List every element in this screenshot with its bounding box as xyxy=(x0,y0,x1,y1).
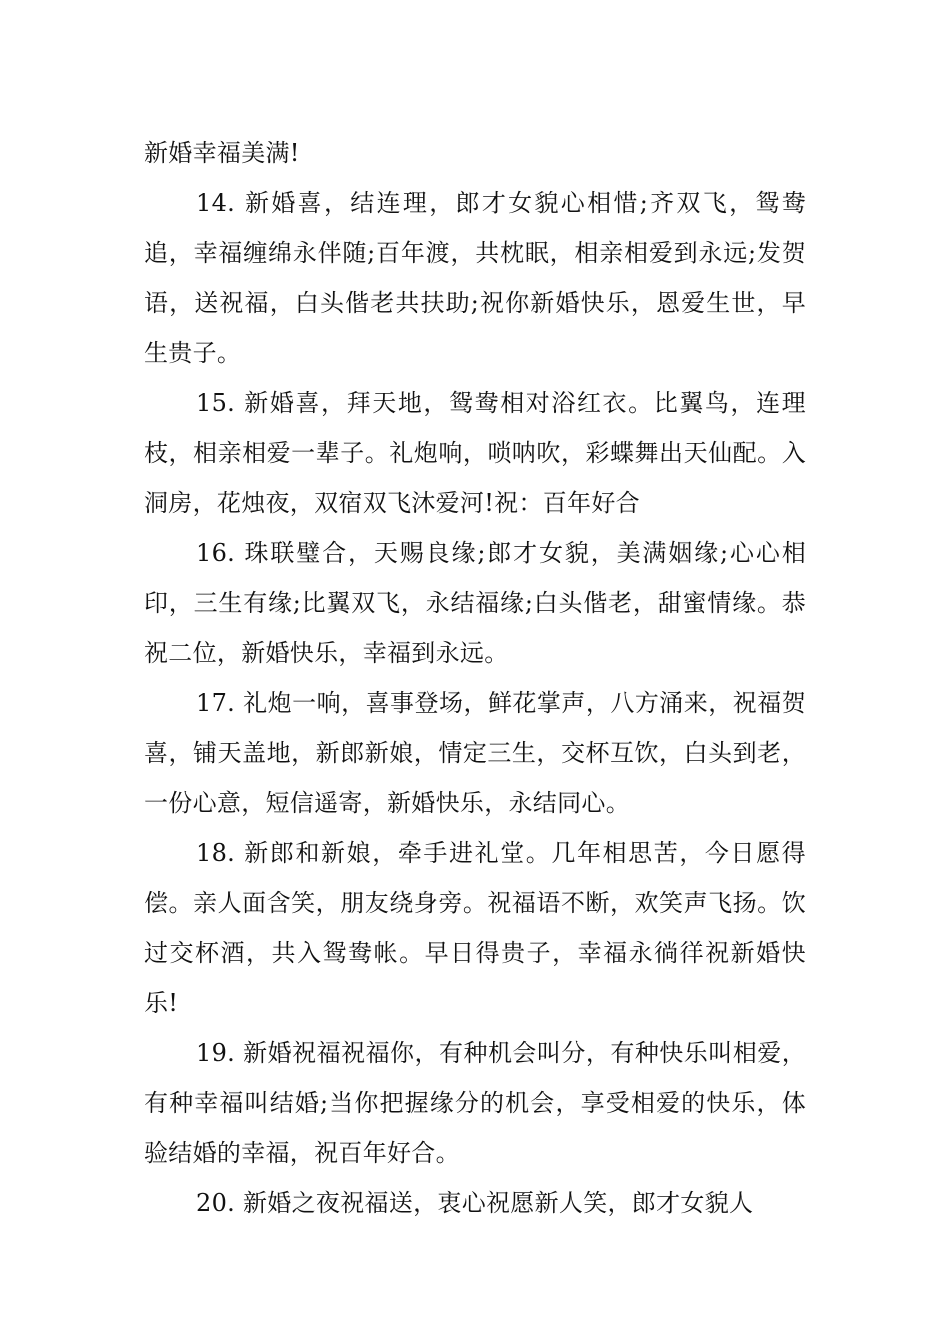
paragraph-19: 19. 新婚祝福祝福你，有种机会叫分，有种快乐叫相爱，有种幸福叫结婚;当你把握缘分的机会，享受相爱的快乐，体验结婚的幸福，祝百年好合。 xyxy=(144,1039,806,1167)
paragraph-20: 20. 新婚之夜祝福送，衷心祝愿新人笑，郎才女貌人 xyxy=(196,1189,754,1217)
paragraph-18: 18. 新郎和新娘，牵手进礼堂。几年相思苦，今日愿得偿。亲人面含笑，朋友绕身旁。祝福语不断，欢笑声飞扬。饮过交杯酒，共入鸳鸯帐。早日得贵子，幸福永徜徉祝新婚快乐! xyxy=(144,839,806,1017)
paragraph-13-end: 新婚幸福美满! xyxy=(144,139,300,167)
document-body xyxy=(144,128,806,1228)
paragraph-15: 15. 新婚喜，拜天地，鸳鸯相对浴红衣。比翼鸟，连理枝，相亲相爱一辈子。礼炮响，唢呐吹，彩蝶舞出天仙配。入洞房，花烛夜，双宿双飞沐爱河!祝：百年好合 xyxy=(144,389,806,517)
paragraph-14: 14. 新婚喜，结连理，郎才女貌心相惜;齐双飞，鸳鸯追，幸福缠绵永伴随;百年渡，共枕眠，相亲相爱到永远;发贺语，送祝福，白头偕老共扶助;祝你新婚快乐，恩爱生世，早生贵子。 xyxy=(144,189,806,367)
paragraph-17: 17. 礼炮一响，喜事登场，鲜花掌声，八方涌来，祝福贺喜，铺天盖地，新郎新娘，情定三生，交杯互饮，白头到老，一份心意，短信遥寄，新婚快乐，永结同心。 xyxy=(144,689,806,817)
paragraph-16: 16. 珠联璧合，天赐良缘;郎才女貌，美满姻缘;心心相印，三生有缘;比翼双飞，永结福缘;白头偕老，甜蜜情缘。恭祝二位，新婚快乐，幸福到永远。 xyxy=(144,539,806,667)
